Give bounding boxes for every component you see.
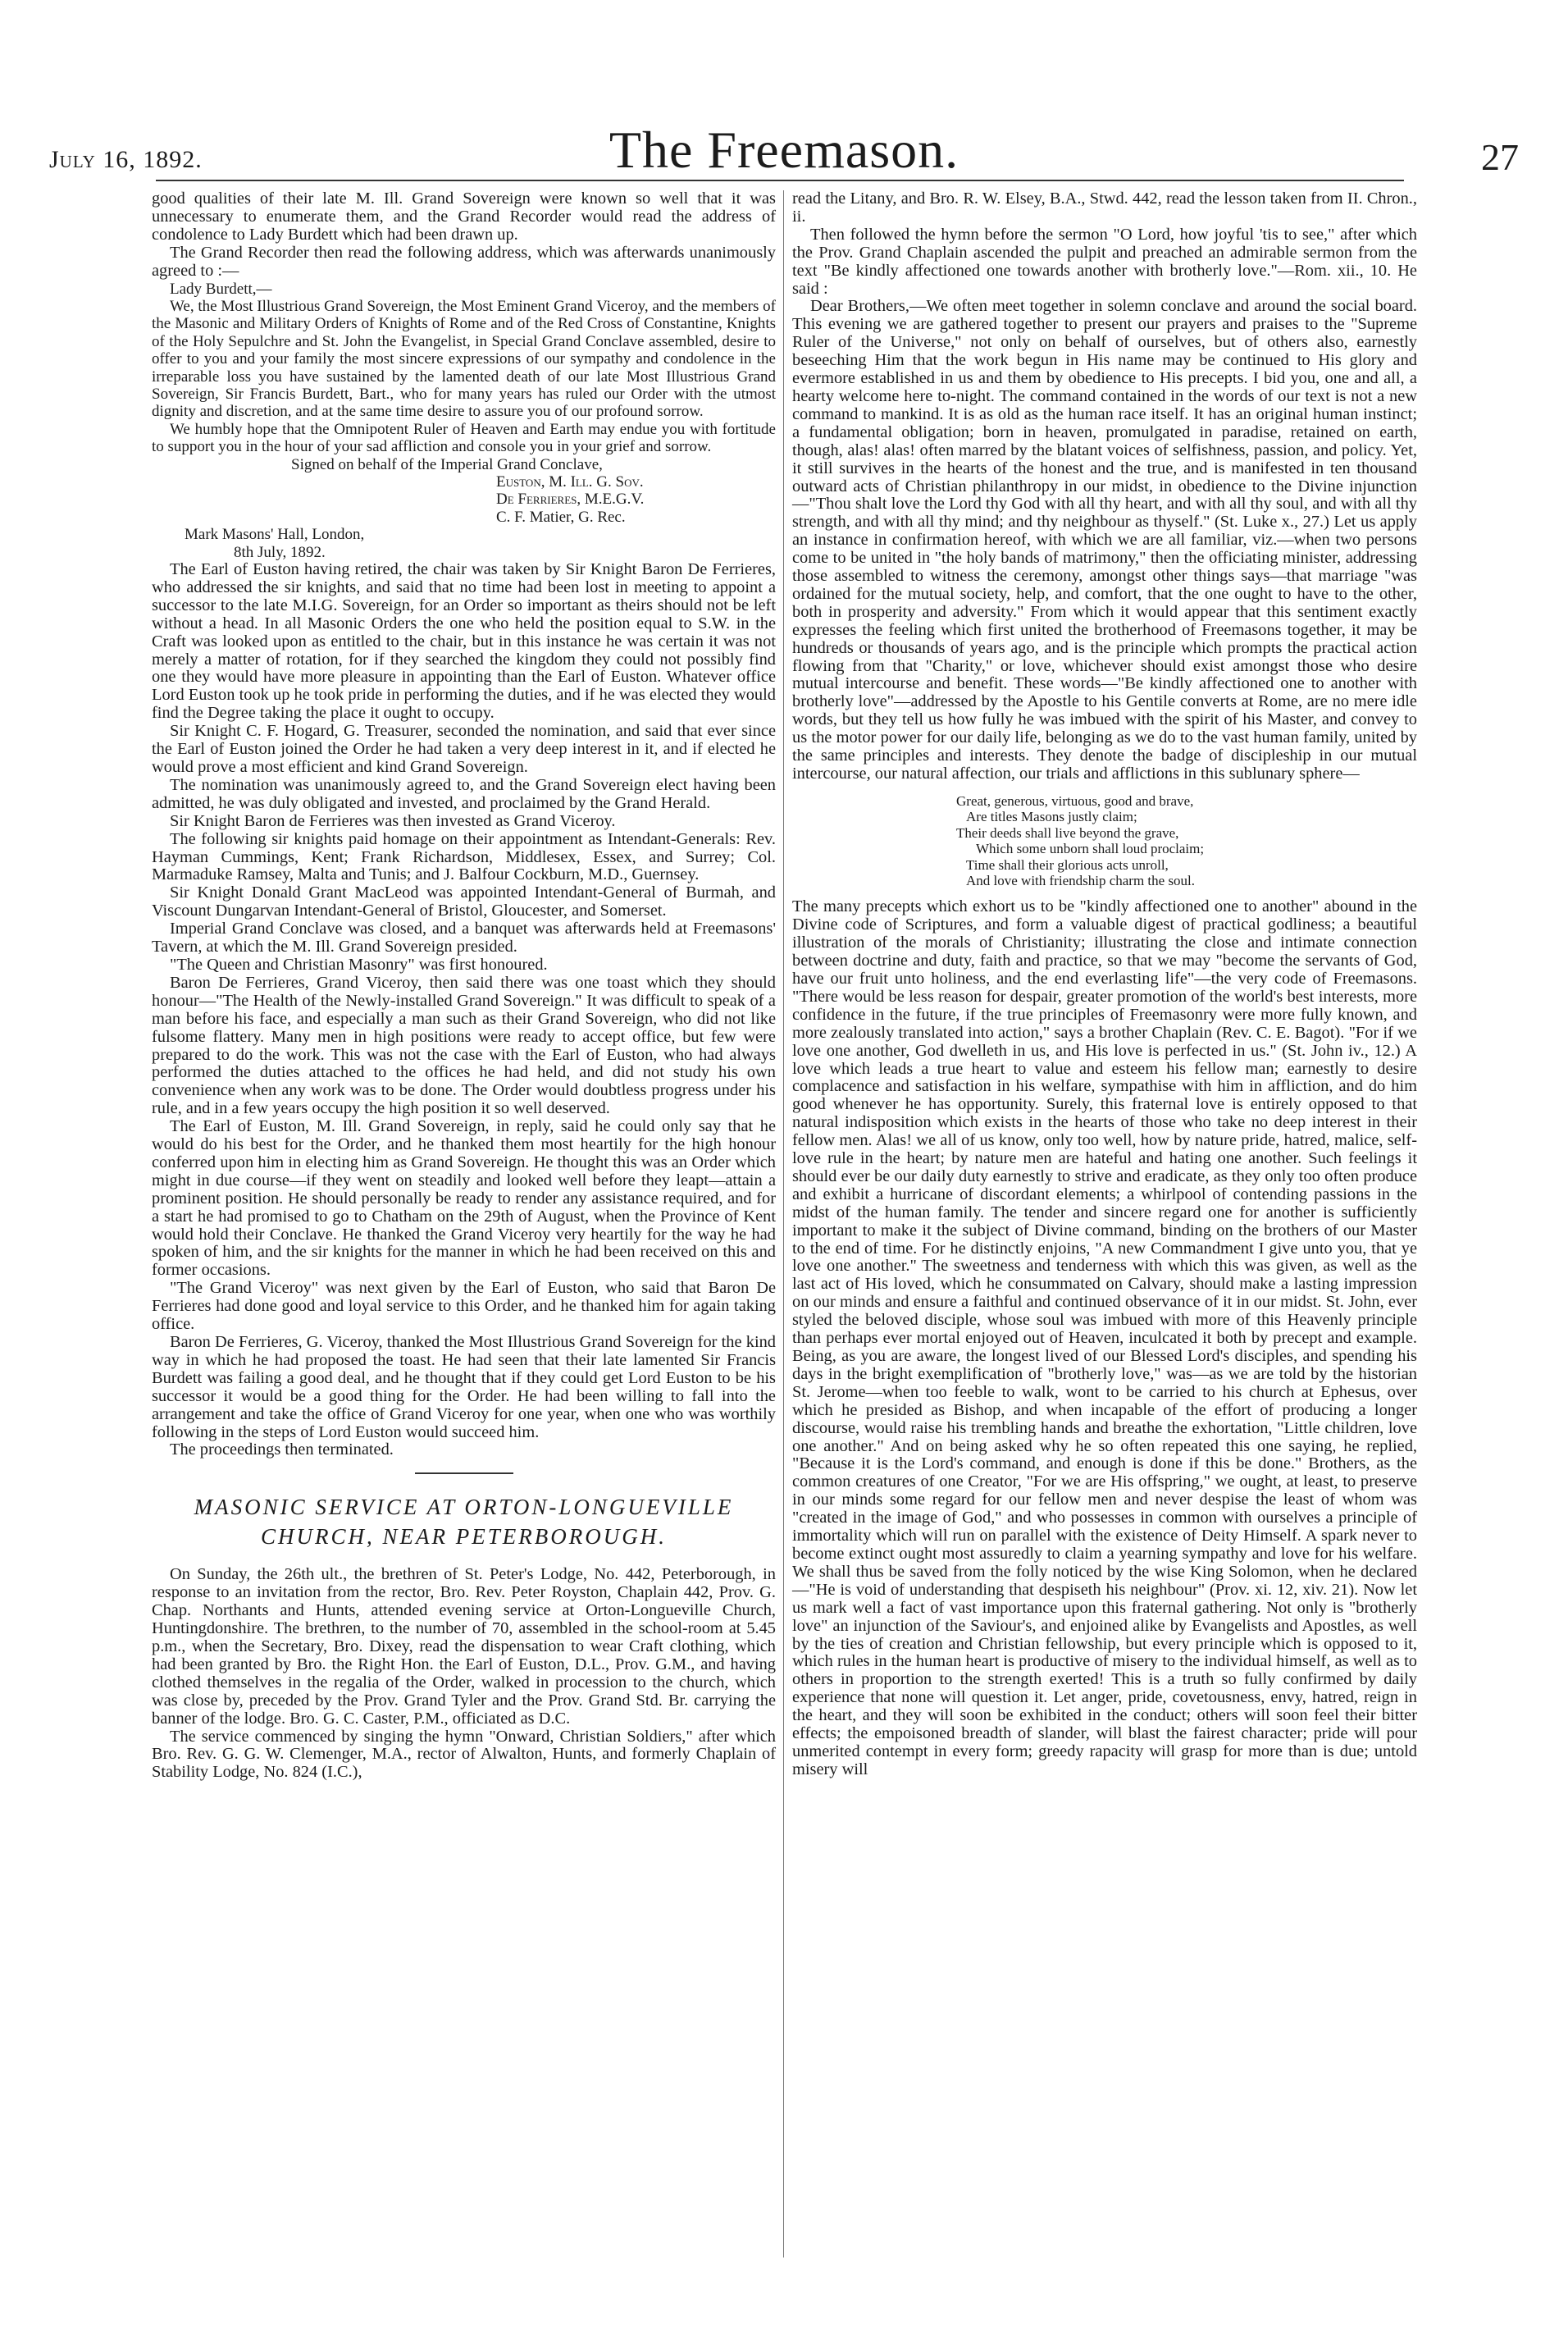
- right-column: [792, 190, 1417, 1779]
- letter-signed-line: Signed on behalf of the Imperial Grand Conclave,: [291, 455, 603, 473]
- place-date: 8th July, 1892.: [234, 543, 326, 561]
- paragraph: The Grand Recorder then read the following address, which was afterwards unanimously agreed to :—: [152, 243, 776, 280]
- signatures: [152, 473, 776, 526]
- paragraph: Sir Knight C. F. Hogard, G. Treasurer, seconded the nomination, and said that ever since the Earl of Euston joined the Order he had taken a very deep interest in it, and if elected he would prove a most efficient and kind Grand Sovereign.: [152, 722, 776, 776]
- paragraph: The following sir knights paid homage on their appointment as Intendant-Generals: Rev. Hayman Cummings, Kent; Frank Richardson, Middlesex, Essex, and Surrey; Col. Marmaduke Ramsey, Malta and Tunis; and J. Balfour Cockburn, M.D., Guernsey.: [152, 829, 776, 884]
- signature: De Ferrieres, M.E.G.V.: [496, 491, 645, 509]
- section-divider: [415, 1472, 513, 1474]
- publication-title: The Freemason.: [609, 121, 959, 179]
- paragraph: "The Queen and Christian Masonry" was first honoured.: [170, 955, 548, 974]
- page-number: 27: [1481, 136, 1519, 178]
- paragraph: The proceedings then terminated.: [170, 1440, 394, 1459]
- masthead-rule: [156, 180, 1404, 181]
- signature: Euston, M. Ill. G. Sov.: [496, 473, 644, 491]
- poem-line: Time shall their glorious acts unroll,: [966, 856, 1169, 873]
- left-column: [152, 190, 776, 1782]
- poem-line: Great, generous, virtuous, good and brave,: [956, 792, 1194, 809]
- paragraph: The service commenced by singing the hymn "Onward, Christian Soldiers," after which Bro. Rev. G. G. W. Clemenger, M.A., rector of Alwalton, Hunts, and formerly Chaplain of Stability Lodge, No. 824 (I.C.),: [152, 1727, 776, 1782]
- signature: C. F. Matier, G. Rec.: [496, 508, 626, 526]
- paragraph: The Earl of Euston having retired, the chair was taken by Sir Knight Baron De Ferrieres, who addressed the sir knights, and said that no time had been lost in meeting to appoint a successor to the late M.I.G. Sovereign, for an Order so important as theirs should not be left without a head. In all Masonic Orders the one who held the position equal to S.W. in the Craft was looked upon as entitled to the chair, but in this instance he was certain it was not merely a matter of rotation, for if they searched the kingdom they could not possibly find one they would have more pleasure in appointing than the Earl of Euston. Whatever office Lord Euston took up he took pride in performing the duties, and if he was elected they would find the Degree taking the place it ought to occupy.: [152, 560, 776, 723]
- poem: [792, 793, 1417, 888]
- poem-line: Which some unborn shall loud proclaim;: [976, 841, 1205, 857]
- letter-paragraph: We, the Most Illustrious Grand Sovereign, the Most Eminent Grand Viceroy, and the members of the Masonic and Military Orders of Knights of Rome and of the Red Cross of Constantine, Knights of the Holy Sepulchre and St. John the Evangelist, in Special Grand Conclave assembled, desire to offer to you and your family the most sincere expressions of our sympathy and condolence in the irreparable loss you have sustained by the lamented death of our late Most Illustrious Grand Sovereign, Sir Francis Burdett, Bart., who for many years has ruled our Order with the utmost dignity and discretion, and at the same time desire to assure you of our profound sorrow.: [152, 297, 776, 421]
- poem-line: Are titles Masons justly claim;: [966, 809, 1137, 825]
- masthead: [49, 107, 1519, 180]
- paragraph: The nomination was unanimously agreed to, and the Grand Sovereign elect having been admitted, he was duly obligated and invested, and proclaimed by the Grand Herald.: [152, 775, 776, 812]
- column-divider: [783, 190, 784, 2258]
- paragraph: good qualities of their late M. Ill. Grand Sovereign were known so well that it was unnecessary to enumerate them, and the Grand Recorder would read the address of condolence to Lady Burdett which had been drawn up.: [152, 189, 776, 244]
- issue-date: July 16, 1892.: [49, 146, 203, 173]
- paragraph: read the Litany, and Bro. R. W. Elsey, B.A., Stwd. 442, read the lesson taken from II. Chron., ii.: [792, 189, 1417, 226]
- paragraph: Sir Knight Baron de Ferrieres was then invested as Grand Viceroy.: [170, 811, 616, 830]
- paragraph: The many precepts which exhort us to be "kindly affectioned one to another" abound in the Divine code of Scriptures, and form a valuable digest of practical godliness; a beautiful illustration of the morals of Christianity; illustrating the close and intimate connection between doctrine and duty, faith and practice, so that we may "become the servants of God, have our fruit unto holiness, and the end everlasting life"—the very code of Freemasons. "There would be less reason for despair, greater promotion of the world's best interests, more confidence in the future, if the true principles of Freemasonry were more fully known, and more zealously translated into action," says a brother Chaplain (Rev. C. E. Bagot). "For if we love one another, God dwelleth in us, and His love is perfected in us." (St. John iv., 12.) A love which leads a true heart to value and esteem his fellow man; earnestly to desire complacence and satisfaction in his welfare, sympathise with him in affliction, and do him good whenever he has opportunity. Surely, this fraternal love is entirely opposed to that natural indisposition which exists in the hearts of those who take no deep interest in their fellow men. Alas! we all of us know, only too well, how by nature pride, hatred, malice, self-love rule in the heart; by nature men are hateful and hating one another. Such feelings it should ever be our daily duty earnestly to strive and eradicate, as they only too often produce and exhibit a hurricane of discordant elements; a whirlpool of contending passions in the midst of the human family. The tender and sincere regard one for another is sufficiently important to make it the subject of Divine command, binding on the brothers of our Master to the end of time. For he distinctly enjoins, "A new Commandment I give unto you, that ye love one another." The sweetness and tenderness with which this was given, as well as the last act of His loved, which he consummated on Calvary, should make a lasting impression on our minds and ensure a faithful and continued observance of it in our midst. St. John, ever styled the beloved disciple, whose soul was imbued with more of this Heavenly principle than perhaps ever mortal enjoyed out of Heaven, inculcated it both by precept and example. Being, as you are aware, the longest lived of our Blessed Lord's disciples, and spending his days in the bright exemplification of "brotherly love," was—as we are told by the historian St. Jerome—when too feeble to walk, wont to be carried to his church at Ephesus, over which he presided as Bishop, and when incapable of the effort of producing a longer discourse, would raise his trembling hands and breathe the exhortation, "Little children, love one another." And on being asked why he so often repeated this one saying, he replied, "Because it is the Lord's command, and enough is done if this be done." Brothers, as the common creatures of one Creator, "For we are His offspring," we ought, at least, to preserve in our minds some regard for our fellow men and never despise the least of whom was "created in the image of God," and who possesses in common with ourselves a principle of immortality which will run on parallel with the existence of Deity Himself. A spark never to become extinct ought most assuredly to claim a yearning sympathy and love for his welfare. We shall thus be saved from the folly noticed by the wise King Solomon, when he declared—"He is void of understanding that despiseth his neighbour" (Prov. xi. 12, xiv. 21). Now let us mark well a fact of vast importance upon this fraternal gathering. Not only is "brotherly love" an injunction of the Saviour's, and enjoined alike by Evangelists and Apostles, as well by the ties of creation and Christian fellowship, but every principle which is opposed to it, which rules in the human heart is productive of misery to the individual himself, as well as to others in proportion to the strength exerted! This is a truth so fully confirmed by daily experience that none will question it. Let anger, pride, covetousness, envy, hatred, reign in the heart, and they will soon be exhibited in the conduct; others will soon feel their bitter effects; the empoisoned breadth of slander, will blast the fairest character; pride will pour unmerited contempt in every form; greedy rapacity will grasp for more than is due; untold misery will: [792, 897, 1417, 1778]
- paragraph: Imperial Grand Conclave was closed, and a banquet was afterwards held at Freemasons' Tavern, at which the M. Ill. Grand Sovereign presided.: [152, 920, 776, 956]
- paragraph: The Earl of Euston, M. Ill. Grand Sovereign, in reply, said he could only say that he would do his best for the Order, and he thanked them most heartily for the high honour conferred upon him in electing him as Grand Sovereign. He thought this was an Order which might in due course—if they went on steadily and looked well before they leapt—attain a prominent position. He should personally be ready to render any assistance required, and for a start he had promised to go to Chatham on the 29th of August, when the Province of Kent would hold their Conclave. He thanked the Grand Viceroy very heartily for the way he had spoken of him, and the sir knights for the manner in which he had been received on this and former occasions.: [152, 1117, 776, 1280]
- letter-paragraph: We humbly hope that the Omnipotent Ruler of Heaven and Earth may endue you with fortitude to support you in the hour of your sad affliction and console you in your grief and sorrow.: [152, 420, 776, 456]
- paragraph: Sir Knight Donald Grant MacLeod was appointed Intendant-General of Burmah, and Viscount Dungarvan Intendant-General of Bristol, Gloucester, and Somerset.: [152, 883, 776, 920]
- letter-salutation: Lady Burdett,—: [170, 280, 272, 298]
- article-heading: MASONIC SERVICE AT ORTON-LONGUEVILLE CHURCH, NEAR PETERBOROUGH.: [194, 1495, 734, 1550]
- paragraph: On Sunday, the 26th ult., the brethren of St. Peter's Lodge, No. 442, Peterborough, in response to an invitation from the rector, Bro. Rev. Peter Royston, Chaplain 442, Prov. G. Chap. Northants and Hunts, attended evening service at Orton-Longueville Church, Huntingdonshire. The brethren, to the number of 70, assembled in the school-room at 5.45 p.m., when the Secretary, Bro. Dixey, read the dispensation to wear Craft clothing, which had been granted by Bro. the Right Hon. the Earl of Euston, D.L., Prov. G.M., and having clothed themselves in the regalia of the Order, walked in procession to the church, which was close by, preceded by the Prov. Grand Tyler and the Prov. Grand Std. Br. carrying the banner of the lodge. Bro. G. C. Caster, P.M., officiated as D.C.: [152, 1565, 776, 1728]
- place-line: Mark Masons' Hall, London,: [185, 526, 365, 544]
- poem-line: Their deeds shall live beyond the grave,: [956, 824, 1179, 841]
- paragraph: Then followed the hymn before the sermon "O Lord, how joyful 'tis to see," after which the Prov. Grand Chaplain ascended the pulpit and preached an admirable sermon from the text "Be kindly affectioned one towards another with brotherly love."—Rom. xii., 10. He said :: [792, 225, 1417, 298]
- paragraph: Baron De Ferrieres, G. Viceroy, thanked the Most Illustrious Grand Sovereign for the kind way in which he had proposed the toast. He had seen that their late lamented Sir Francis Burdett was failing a good deal, and he thought that if they could get Lord Euston to be his successor it would be a good thing for the Order. He had been willing to fall into the arrangement and take the office of Grand Viceroy for one year, when one who was worthily following in the steps of Lord Euston would succeed him.: [152, 1333, 776, 1441]
- poem-line: And love with friendship charm the soul.: [966, 872, 1196, 888]
- paragraph: Baron De Ferrieres, Grand Viceroy, then said there was one toast which they should honour—"The Health of the Newly-installed Grand Sovereign." It was difficult to speak of a man before his face, and especially a man such as their Grand Sovereign, who did not like fulsome flattery. Many men in high positions were ready to accept office, but few were prepared to do the work. This was not the case with the Earl of Euston, who had always performed the duties attached to the offices he had held, and did not study his own convenience when any work was to be done. The Order would doubtless progress under his rule, and in a few years occupy the high position it so well deserved.: [152, 973, 776, 1118]
- paragraph: Dear Brothers,—We often meet together in solemn conclave and around the social board. This evening we are gathered together to present our prayers and praises to the "Supreme Ruler of the Universe," not only on behalf of ourselves, but of others also, earnestly beseeching Him that the work begun in His name may be continued to His glory and evermore established in us and them by obedience to His precepts. I bid you, one and all, a hearty welcome here to-night. The command contained in the words of our text is not a new command to mankind. It is as old as the human race itself. It has an original human instinct; a fundamental obligation; born in heaven, promulgated in paradise, retained on earth, though, alas! alas! often marred by the blatant voices of selfishness, passion, and policy. Yet, it still survives in the hearts of the honest and the true, and is manifested in ten thousand outward acts of Christian philanthropy in our midst, in obedience to the Divine injunction—"Thou shalt love the Lord thy God with all thy heart, and with all thy soul, and with all thy strength, and with all thy mind; and thy neighbour as thyself." (St. Luke x., 27.) Let us apply an instance in confirmation hereof, with which we are all familiar, viz.—when two persons come to be united in "the holy bands of matrimony," then the officiating minister, addressing those assembled to witness the ceremony, amongst other things says—that marriage "was ordained for the mutual society, help, and comfort, that the one ought to have to the other, both in prosperity and adversity." From which it would appear that this sentiment exactly expresses the feeling which first united the brotherhood of Freemasons together, it may be hundreds or thousands of years ago, and is the principle which prompts the practical action flowing from that "Charity," or love, whichever should exist amongst those who desire mutual intercourse and benefit. These words—"Be kindly affectioned one to another with brotherly love"—addressed by the Apostle to his Gentile converts at Rome, are no mere idle words, but they tell us how fully he was imbued with the spirit of his Master, and convey to us the motor power for our daily life, belonging as we do to the vast human family, united by the same principles and interests. They denote the badge of discipleship in our mutual intercourse, our natural affection, our trials and afflictions in this sublunary sphere—: [792, 297, 1417, 783]
- paragraph: "The Grand Viceroy" was next given by the Earl of Euston, who said that Baron De Ferrieres had done good and loyal service to this Order, and he thanked him for again taking office.: [152, 1279, 776, 1334]
- letter-place: [152, 526, 776, 561]
